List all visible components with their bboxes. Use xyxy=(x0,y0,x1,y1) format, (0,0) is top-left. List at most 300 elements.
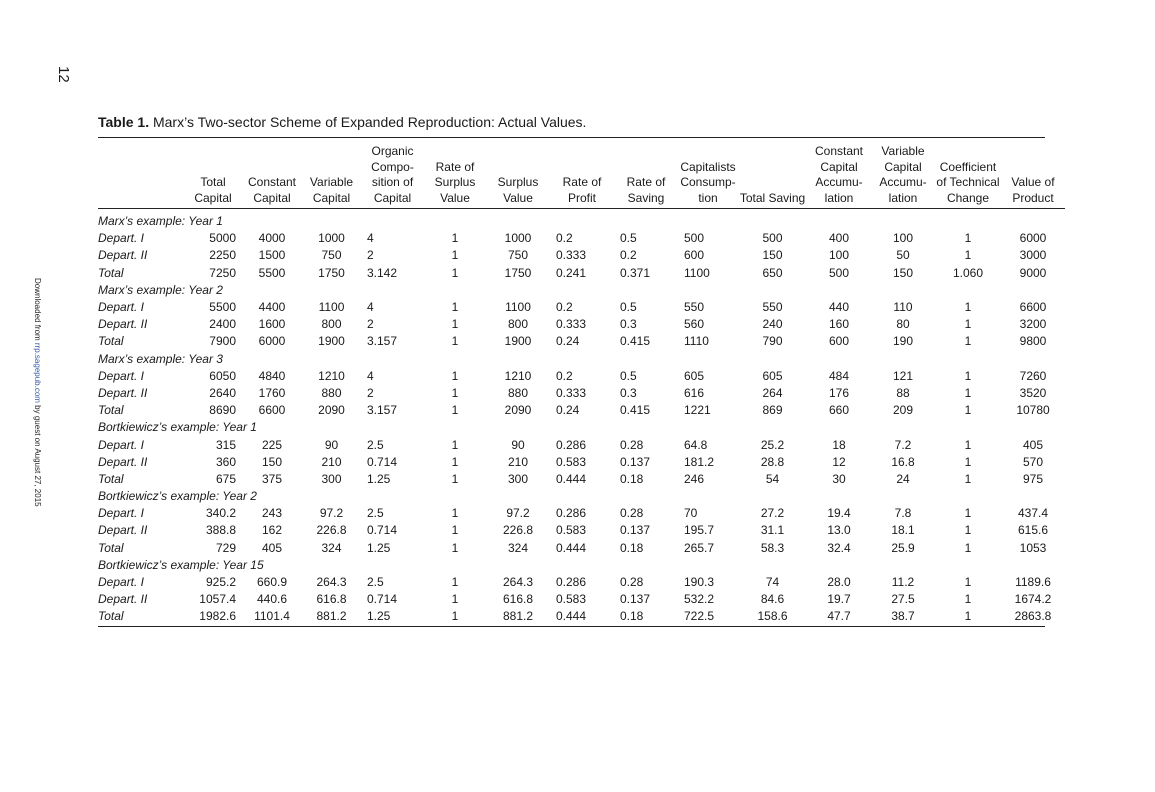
table-cell: 209 xyxy=(892,403,914,418)
table-cell: 8690 xyxy=(209,403,236,418)
table-cell: 2640 xyxy=(209,385,236,400)
table-row xyxy=(98,316,1065,333)
table-cell: 1 xyxy=(451,231,459,246)
table-cell: 0.18 xyxy=(620,540,644,555)
table-row xyxy=(98,454,1065,471)
table-cell: 1 xyxy=(451,437,459,452)
column-header-line: Capital xyxy=(373,190,412,205)
table-row xyxy=(98,247,1065,264)
table-cell: 3520 xyxy=(1019,385,1047,400)
table-cell: 1 xyxy=(964,300,972,315)
table-cell: 0.18 xyxy=(620,471,644,486)
table-cell: 1100 xyxy=(684,265,710,280)
row-label: Total xyxy=(98,403,124,418)
table-cell: 2 xyxy=(367,317,374,332)
table-cell: 400 xyxy=(828,231,850,246)
table-cell: 28.8 xyxy=(760,454,785,469)
table-cell: 975 xyxy=(1022,471,1044,486)
table-row xyxy=(98,402,1065,419)
table-cell: 0.286 xyxy=(556,575,587,590)
row-label: Depart. II xyxy=(98,592,148,607)
column-header-line: Surplus xyxy=(497,175,539,189)
table-cell: 1 xyxy=(451,609,459,624)
table-cell: 570 xyxy=(1022,454,1044,469)
table-cell: 605 xyxy=(762,368,783,383)
table-cell: 1110 xyxy=(684,334,709,349)
group-row xyxy=(98,557,1065,574)
table-cell: 0.286 xyxy=(556,437,587,452)
column-header-line: Capital xyxy=(820,159,858,174)
column-header xyxy=(424,138,486,209)
table-row xyxy=(98,230,1065,247)
table-cell: 881.2 xyxy=(502,609,534,624)
table-cell: 176 xyxy=(828,385,850,400)
table-cell: 1.060 xyxy=(952,265,984,280)
table-cell: 0.241 xyxy=(556,265,587,280)
column-header-line: Organic xyxy=(371,144,414,158)
table-cell: 264 xyxy=(762,385,783,400)
table-cell: 64.8 xyxy=(684,437,708,452)
table-cell: 97.2 xyxy=(506,506,530,521)
table-cell: 0.3 xyxy=(620,385,637,400)
table-cell: 315 xyxy=(215,437,236,452)
table-cell: 1 xyxy=(451,334,459,349)
table-cell: 1210 xyxy=(318,368,345,383)
table-cell: 5500 xyxy=(258,265,286,280)
column-header-line: Compo- xyxy=(371,159,414,174)
column-header-line: Rate of xyxy=(562,175,602,189)
table-row xyxy=(98,333,1065,350)
table-cell: 30 xyxy=(832,471,846,486)
table-cell: 0.444 xyxy=(556,609,587,624)
table-cell: 532.2 xyxy=(684,592,715,607)
table-cell: 0.24 xyxy=(556,334,580,349)
table-cell: 600 xyxy=(684,248,705,263)
table-cell: 650 xyxy=(762,265,783,280)
table-row xyxy=(98,591,1065,608)
column-header-line: lation xyxy=(888,190,918,205)
table-cell: 1 xyxy=(964,506,972,521)
table-row xyxy=(98,505,1065,522)
table-cell: 2863.8 xyxy=(1014,609,1052,624)
table-cell: 1 xyxy=(964,454,972,469)
table-cell: 3.157 xyxy=(367,403,398,418)
column-header-line: Value xyxy=(503,190,533,205)
table-cell: 0.583 xyxy=(556,454,587,469)
table-cell: 1900 xyxy=(504,334,532,349)
table-row xyxy=(98,608,1065,625)
table-cell: 1 xyxy=(964,334,972,349)
column-header xyxy=(550,138,614,209)
table-cell: 181.2 xyxy=(684,454,715,469)
table-cell: 1057.4 xyxy=(199,592,236,607)
column-header-line: Rate of xyxy=(626,175,666,189)
column-header xyxy=(361,138,424,209)
table-cell: 1600 xyxy=(258,317,286,332)
table-cell: 210 xyxy=(321,454,342,469)
table-cell: 1982.6 xyxy=(199,609,236,624)
group-title: Marx’s example: Year 1 xyxy=(98,214,223,229)
table-cell: 226.8 xyxy=(502,523,534,538)
table-cell: 3200 xyxy=(1019,317,1047,332)
table-cell: 1 xyxy=(964,317,972,332)
table-cell: 0.714 xyxy=(367,523,398,538)
table-cell: 6000 xyxy=(258,334,286,349)
row-label: Depart. I xyxy=(98,506,145,521)
table-cell: 1 xyxy=(451,471,459,486)
table-cell: 10780 xyxy=(1016,403,1050,418)
table-cell: 190.3 xyxy=(684,575,715,590)
table-cell: 12 xyxy=(832,454,846,469)
row-label: Depart. II xyxy=(98,317,148,332)
table-cell: 0.415 xyxy=(620,334,651,349)
table-cell: 32.4 xyxy=(827,540,851,555)
table-cell: 0.371 xyxy=(620,265,651,280)
column-header-line: tion xyxy=(698,190,718,205)
table-cell: 47.7 xyxy=(827,609,851,624)
table-row xyxy=(98,471,1065,488)
table-cell: 1 xyxy=(964,403,972,418)
column-header-line: Profit xyxy=(567,190,596,205)
table-cell: 162 xyxy=(261,523,283,538)
table-cell: 18.1 xyxy=(891,523,915,538)
column-header-line: Variable xyxy=(881,144,925,158)
table-cell: 9000 xyxy=(1019,265,1047,280)
table-cell: 0.333 xyxy=(556,385,587,400)
table-cell: 1 xyxy=(451,592,459,607)
table-cell: 340.2 xyxy=(205,506,236,521)
table-cell: 4 xyxy=(367,231,374,246)
table-caption xyxy=(98,114,586,130)
table-cell: 1101.4 xyxy=(254,609,290,624)
column-header-line: Variable xyxy=(309,175,354,189)
table-cell: 110 xyxy=(893,300,913,315)
table-cell: 375 xyxy=(261,471,283,486)
table-cell: 0.24 xyxy=(556,403,580,418)
table-cell: 1 xyxy=(964,368,972,383)
table-cell: 2.5 xyxy=(367,506,384,521)
column-header-line: Capital xyxy=(194,190,232,205)
group-row xyxy=(98,488,1065,505)
table-cell: 1 xyxy=(451,523,459,538)
column-header xyxy=(1001,138,1065,209)
table-cell: 2090 xyxy=(318,403,345,418)
column-header-line: Saving xyxy=(627,190,665,205)
table-cell: 50 xyxy=(896,248,910,263)
group-title: Marx’s example: Year 3 xyxy=(98,351,223,366)
table-cell: 100 xyxy=(892,231,914,246)
group-title: Bortkiewicz’s example: Year 1 xyxy=(98,420,257,435)
table-cell: 1674.2 xyxy=(1014,592,1052,607)
column-header xyxy=(935,138,1001,209)
table-cell: 265.7 xyxy=(684,540,715,555)
table-cell: 190 xyxy=(892,334,914,349)
table-cell: 615.6 xyxy=(1017,523,1049,538)
table-cell: 1 xyxy=(451,575,459,590)
table-cell: 210 xyxy=(507,454,529,469)
table-cell: 484 xyxy=(828,368,850,383)
table-cell: 246 xyxy=(684,471,705,486)
table-cell: 660.9 xyxy=(256,575,288,590)
table-cell: 1210 xyxy=(504,368,532,383)
table-cell: 150 xyxy=(261,454,283,469)
table-cell: 74 xyxy=(765,575,780,590)
group-row xyxy=(98,351,1065,368)
table-cell: 0.3 xyxy=(620,317,637,332)
table-cell: 0.2 xyxy=(556,231,573,246)
table-cell: 264.3 xyxy=(316,575,347,590)
table-cell: 550 xyxy=(762,300,783,315)
table-cell: 0.137 xyxy=(620,523,651,538)
table-cell: 660 xyxy=(828,403,850,418)
table-cell: 1 xyxy=(964,575,972,590)
column-header-line: Capitalists xyxy=(680,159,736,174)
table-cell: 2400 xyxy=(209,317,236,332)
column-header-line: Accumu- xyxy=(879,175,927,189)
table-row xyxy=(98,436,1065,453)
table-cell: 440.6 xyxy=(256,592,288,607)
table-cell: 1 xyxy=(451,454,459,469)
table-cell: 1 xyxy=(964,523,972,538)
table-cell: 1053 xyxy=(1019,540,1047,555)
table-cell: 675 xyxy=(215,471,236,486)
table-cell: 0.333 xyxy=(556,317,587,332)
row-label: Total xyxy=(98,334,124,349)
table-cell: 0.714 xyxy=(367,454,398,469)
table-cell: 19.7 xyxy=(827,592,851,607)
data-table xyxy=(98,138,1065,626)
column-header-line: Constant xyxy=(814,144,864,158)
table-cell: 80 xyxy=(896,317,910,332)
table-cell: 240 xyxy=(762,317,783,332)
table-cell: 1 xyxy=(451,506,459,521)
column-header-line: Capital xyxy=(312,190,351,205)
row-label: Total xyxy=(98,471,124,486)
table-cell: 27.5 xyxy=(891,592,915,607)
column-header xyxy=(738,138,807,209)
table-cell: 70 xyxy=(684,506,698,521)
page-number: 12 xyxy=(55,66,72,83)
header-row xyxy=(98,138,1065,209)
group-title: Marx’s example: Year 2 xyxy=(98,282,223,297)
row-label: Depart. I xyxy=(98,231,145,246)
column-header-line: Total xyxy=(200,175,226,189)
column-header-line: Consump- xyxy=(680,175,736,189)
row-label: Depart. I xyxy=(98,437,145,452)
table-cell: 500 xyxy=(762,231,783,246)
table-row xyxy=(98,265,1065,282)
table-cell: 6600 xyxy=(1019,300,1047,315)
table-cell: 90 xyxy=(324,437,339,452)
column-header-line: Accumu- xyxy=(815,175,863,189)
table-cell: 1500 xyxy=(258,248,286,263)
table-cell: 1000 xyxy=(318,231,345,246)
table-cell: 226.8 xyxy=(316,523,347,538)
table-cell: 1 xyxy=(451,300,459,315)
table-cell: 18 xyxy=(832,437,846,452)
table-cell: 0.5 xyxy=(620,300,637,315)
table-cell: 9800 xyxy=(1019,334,1047,349)
table-cell: 7.8 xyxy=(894,506,912,521)
table-cell: 300 xyxy=(321,471,342,486)
table-cell: 1 xyxy=(451,248,459,263)
column-header-line: of Technical xyxy=(936,175,1000,189)
data-table-container xyxy=(98,137,1055,627)
table-cell: 616 xyxy=(684,385,705,400)
table-cell: 1.25 xyxy=(367,471,391,486)
table-cell: 4400 xyxy=(258,300,286,315)
table-cell: 7260 xyxy=(1019,368,1047,383)
table-row xyxy=(98,522,1065,539)
row-label: Depart. II xyxy=(98,385,148,400)
table-cell: 7250 xyxy=(209,265,236,280)
table-cell: 722.5 xyxy=(684,609,715,624)
table-row xyxy=(98,574,1065,591)
table-row xyxy=(98,368,1065,385)
table-cell: 2090 xyxy=(504,403,532,418)
download-note-link[interactable]: rrp.sagepub.com xyxy=(33,342,42,403)
table-cell: 1 xyxy=(451,265,459,280)
table-cell: 437.4 xyxy=(1017,506,1049,521)
row-label: Depart. I xyxy=(98,368,145,383)
table-cell: 3.157 xyxy=(367,334,398,349)
column-header-line: Coefficient xyxy=(939,159,997,174)
column-header xyxy=(871,138,935,209)
table-cell: 19.4 xyxy=(827,506,851,521)
table-cell: 54 xyxy=(765,471,780,486)
column-header-line: Value xyxy=(440,190,470,205)
table-cell: 605 xyxy=(684,368,705,383)
row-label: Depart. II xyxy=(98,248,148,263)
table-cell: 2 xyxy=(367,385,374,400)
table-cell: 750 xyxy=(321,248,342,263)
table-cell: 1750 xyxy=(318,265,345,280)
table-cell: 869 xyxy=(762,403,783,418)
column-header-line: Constant xyxy=(247,175,297,189)
row-label: Depart. I xyxy=(98,300,145,315)
table-cell: 1900 xyxy=(318,334,345,349)
table-cell: 0.137 xyxy=(620,454,651,469)
column-header-line: Surplus xyxy=(434,175,476,189)
column-header-line: Capital xyxy=(884,159,922,174)
table-cell: 4840 xyxy=(258,368,286,383)
column-header xyxy=(807,138,871,209)
table-cell: 38.7 xyxy=(891,609,915,624)
column-header xyxy=(678,138,738,209)
table-cell: 550 xyxy=(684,300,705,315)
table-cell: 5500 xyxy=(209,300,236,315)
table-cell: 264.3 xyxy=(502,575,534,590)
table-cell: 2250 xyxy=(209,248,236,263)
row-label: Total xyxy=(98,609,124,624)
table-row xyxy=(98,299,1065,316)
table-cell: 4 xyxy=(367,368,374,383)
table-cell: 4 xyxy=(367,300,374,315)
table-cell: 158.6 xyxy=(757,609,788,624)
table-cell: 31.1 xyxy=(760,523,785,538)
column-header-line: Change xyxy=(946,190,990,205)
row-label: Depart. II xyxy=(98,454,148,469)
table-cell: 6050 xyxy=(209,368,236,383)
table-body xyxy=(98,209,1065,626)
table-cell: 880 xyxy=(321,385,342,400)
table-cell: 729 xyxy=(215,540,236,555)
table-cell: 4000 xyxy=(258,231,286,246)
column-header xyxy=(184,138,242,209)
table-cell: 1 xyxy=(451,385,459,400)
table-cell: 225 xyxy=(261,437,283,452)
table-cell: 84.6 xyxy=(760,592,785,607)
table-cell: 880 xyxy=(507,385,529,400)
table-cell: 616.8 xyxy=(316,592,347,607)
table-cell: 6600 xyxy=(258,403,286,418)
table-cell: 195.7 xyxy=(684,523,715,538)
table-cell: 90 xyxy=(511,437,525,452)
table-cell: 13.0 xyxy=(827,523,851,538)
table-caption-label: Table 1. xyxy=(98,114,150,130)
table-cell: 0.28 xyxy=(620,506,644,521)
group-title: Bortkiewicz’s example: Year 2 xyxy=(98,489,257,504)
table-cell: 2.5 xyxy=(367,437,384,452)
table-cell: 1750 xyxy=(504,265,532,280)
table-cell: 0.444 xyxy=(556,471,587,486)
download-note xyxy=(33,278,42,507)
table-cell: 1 xyxy=(964,437,972,452)
table-cell: 1 xyxy=(451,540,459,555)
table-cell: 160 xyxy=(828,317,850,332)
table-row xyxy=(98,540,1065,557)
table-cell: 1 xyxy=(451,403,459,418)
table-cell: 0.583 xyxy=(556,523,587,538)
table-cell: 0.5 xyxy=(620,231,637,246)
table-cell: 300 xyxy=(507,471,529,486)
table-cell: 97.2 xyxy=(319,506,344,521)
table-cell: 25.2 xyxy=(760,437,785,452)
table-cell: 243 xyxy=(261,506,283,521)
table-head xyxy=(98,138,1065,209)
table-cell: 0.286 xyxy=(556,506,587,521)
column-header-line: sition of xyxy=(371,175,414,189)
table-cell: 0.28 xyxy=(620,437,644,452)
table-cell: 324 xyxy=(321,540,342,555)
column-header-line: Product xyxy=(1012,190,1054,205)
download-note-prefix: Downloaded from xyxy=(33,278,42,343)
table-cell: 1 xyxy=(964,609,972,624)
table-cell: 0.444 xyxy=(556,540,587,555)
table-cell: 0.714 xyxy=(367,592,398,607)
table-cell: 2.5 xyxy=(367,575,384,590)
column-header-line: Rate of xyxy=(435,159,475,174)
table-cell: 11.2 xyxy=(891,575,915,590)
row-label: Total xyxy=(98,265,124,280)
table-cell: 1.25 xyxy=(367,609,391,624)
table-cell: 25.9 xyxy=(891,540,915,555)
row-label: Depart. II xyxy=(98,523,148,538)
download-note-suffix: by guest on August 27, 2015 xyxy=(33,402,42,507)
table-cell: 616.8 xyxy=(502,592,534,607)
table-row xyxy=(98,385,1065,402)
column-header-line: Value of xyxy=(1011,175,1055,189)
table-cell: 600 xyxy=(828,334,850,349)
table-cell: 750 xyxy=(507,248,529,263)
table-cell: 1100 xyxy=(318,300,345,315)
table-cell: 1100 xyxy=(505,300,531,315)
table-cell: 800 xyxy=(321,317,342,332)
table-cell: 500 xyxy=(828,265,850,280)
table-cell: 881.2 xyxy=(316,609,347,624)
table-cell: 1 xyxy=(964,385,972,400)
table-cell: 150 xyxy=(762,248,783,263)
